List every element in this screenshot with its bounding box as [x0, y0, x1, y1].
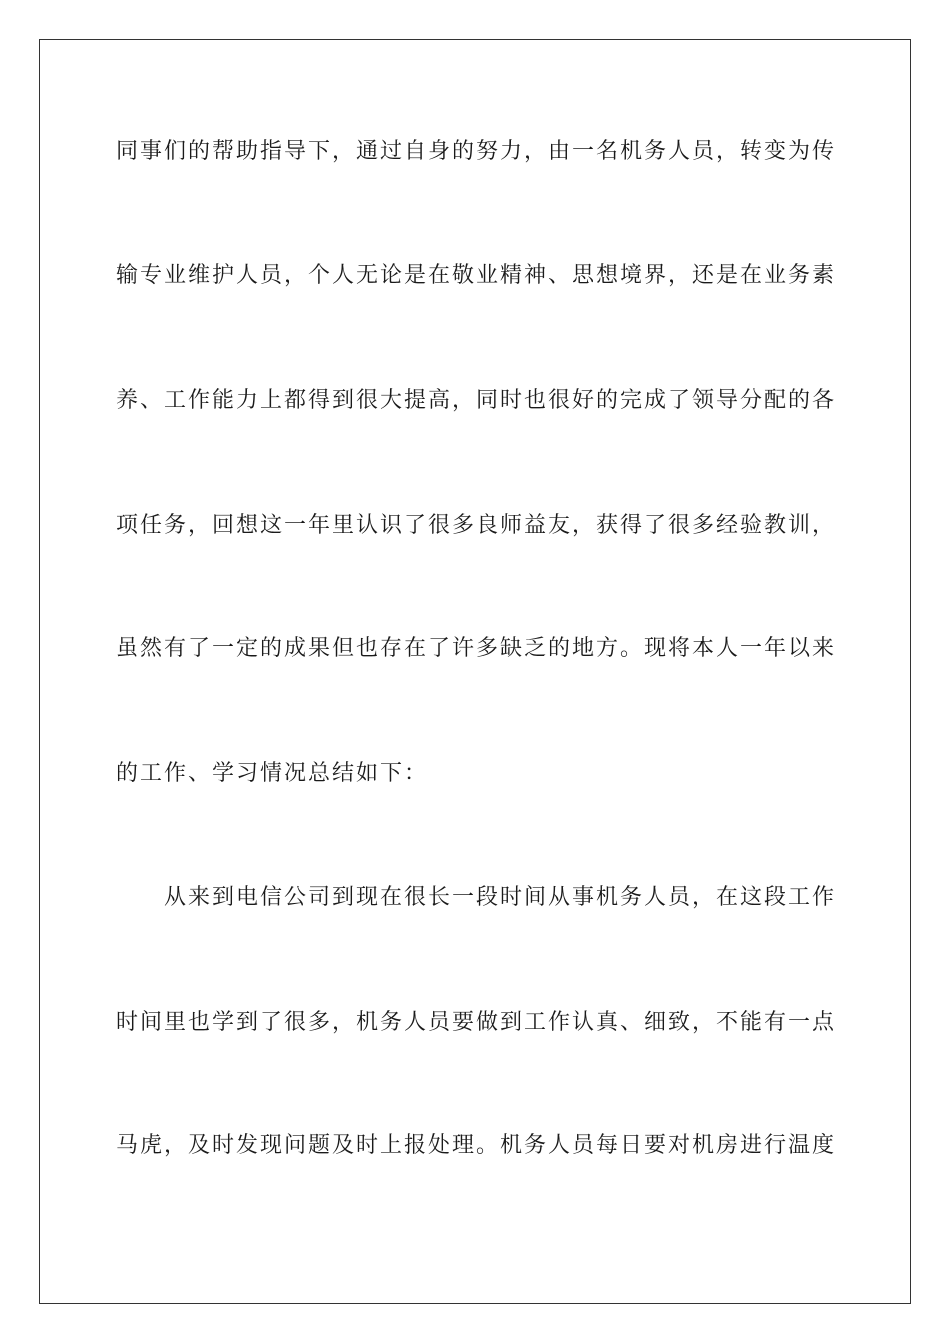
text-line: 马虎，及时发现问题及时上报处理。机务人员每日要对机房进行温度 — [116, 1133, 837, 1158]
text-line: 虽然有了一定的成果但也存在了许多缺乏的地方。现将本人一年以来 — [116, 636, 837, 661]
text-line: 养、工作能力上都得到很大提高，同时也很好的完成了领导分配的各 — [116, 388, 837, 413]
text-line: 同事们的帮助指导下，通过自身的努力，由一名机务人员，转变为传 — [116, 139, 837, 164]
text-line: 项任务，回想这一年里认识了很多良师益友，获得了很多经验教训， — [116, 513, 837, 538]
paragraph-first-line: 从来到电信公司到现在很长一段时间从事机务人员，在这段工作 — [164, 885, 837, 910]
text-line: 时间里也学到了很多，机务人员要做到工作认真、细致，不能有一点 — [116, 1010, 837, 1035]
text-line: 的工作、学习情况总结如下： — [116, 761, 429, 786]
page-border — [39, 39, 911, 1304]
text-line: 输专业维护人员，个人无论是在敬业精神、思想境界，还是在业务素 — [116, 263, 837, 288]
